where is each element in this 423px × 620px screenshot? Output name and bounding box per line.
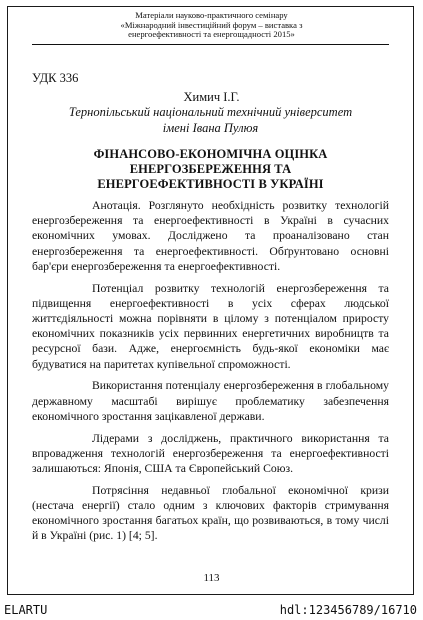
title-line-2: ЕНЕРГОЗБЕРЕЖЕННЯ ТА — [129, 162, 292, 176]
paragraph-crisis: Потрясіння недавньої глобальної економічної кризи (нестача енергії) стало одним з ключових факторів стримування економічного зростання багатьох країн, що розвиваються, в тому числі й в Україні (рис. 1) [4; 5]. — [32, 483, 389, 543]
affiliation-line-2: імені Івана Пулюя — [162, 121, 259, 135]
handle-identifier: hdl:123456789/16710 — [279, 603, 417, 617]
author-name: Химич І.Г. — [183, 90, 240, 104]
paragraph-abstract: Анотація. Розглянуто необхідність розвитку технологій енергозбереження та енергоефективності в Україні в сучасних економічних умовах. Досліджено та проаналізовано стан енергозбереження та енергоефективності. Обґрунтовано основні бар'єри енергозбереження та енергоефективності. — [32, 199, 389, 273]
paper-title — [32, 147, 389, 192]
document-page — [7, 6, 414, 595]
viewer-footer — [0, 601, 423, 620]
affiliation — [32, 104, 389, 136]
header-line-3: енергоефективності та енергощадності 2015» — [128, 29, 295, 40]
header-line-2: «Міжнародний інвестиційний форум – виставка з — [120, 19, 303, 30]
paragraph-usage: Використання потенціалу енергозбереження в глобальному державному масштабі вирішує проблематику забезпечення економічного зростання зацікавленої держави. — [32, 379, 389, 423]
repository-label: ELARTU — [4, 603, 48, 617]
paragraph-potential: Потенціал розвитку технологій енергозбереження та підвищення енергоефективності в усіх сферах людської життєдіяльності можна порівняти в цілому з потенціалом приросту економічних показників усіх первинних енергетичних виробництв та ресурсної бази. Адже, енергоємність будь-якої економіки має будуватися на паритетах купівельної спроможності. — [32, 281, 389, 371]
title-line-3: ЕНЕРГОЕФЕКТИВНОСТІ В УКРАЇНІ — [97, 177, 324, 191]
udc-code: УДК 336 — [32, 71, 79, 85]
affiliation-line-1: Тернопільський національний технічний університет — [68, 105, 353, 119]
header-line-1: Матеріали науково-практичного семінару — [135, 10, 288, 20]
running-header — [68, 11, 355, 40]
page-number: 113 — [203, 572, 220, 584]
paragraph-leaders: Лідерами з досліджень, практичного використання та впровадження технологій енергозбереження та енергоефективності залишаються: Японія, США та Європейський Союз. — [32, 431, 389, 476]
body-text — [32, 198, 389, 550]
header-rule — [32, 44, 389, 45]
title-line-1: ФІНАНСОВО-ЕКОНОМІЧНА ОЦІНКА — [93, 147, 328, 161]
